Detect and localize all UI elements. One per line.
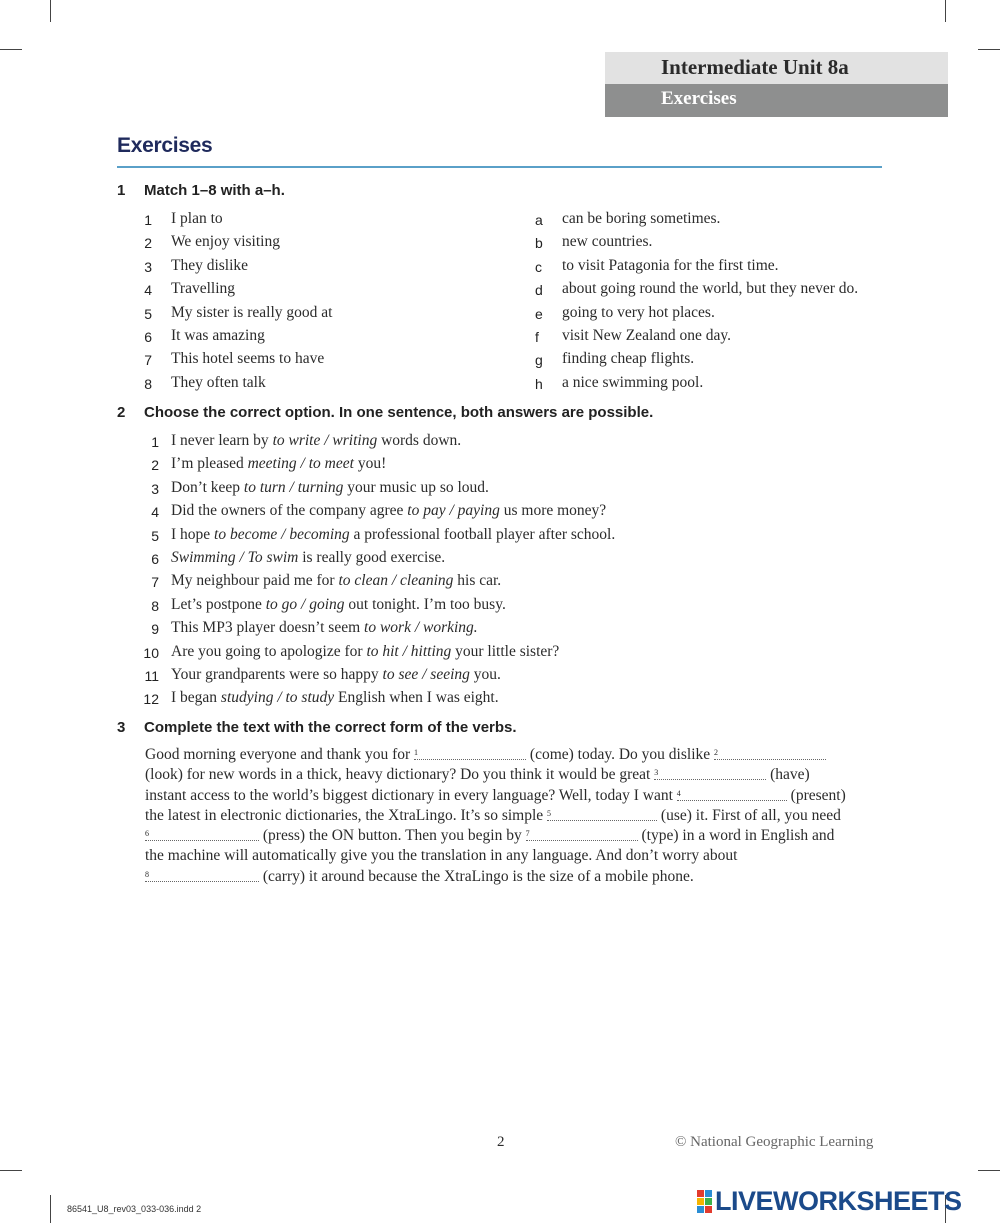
option-choices[interactable]: to see / seeing (382, 666, 470, 683)
text-segment: the latest in electronic dictionaries, the XtraLingo. It’s so simple (145, 806, 548, 824)
item-number: 9 (151, 621, 159, 638)
item-number: 8 (144, 376, 152, 392)
item-number: 1 (144, 212, 152, 228)
match-left-text: We enjoy visiting (171, 233, 280, 250)
blank-number: 2 (714, 748, 719, 757)
answer-blank-3[interactable] (654, 765, 766, 780)
file-slug: 86541_U8_rev03_033-036.indd 2 (67, 1204, 202, 1214)
blank-number: 1 (414, 748, 419, 757)
option-choices[interactable]: Swimming / To swim (171, 549, 299, 566)
answer-blank-1[interactable] (414, 745, 526, 760)
item-number: 6 (144, 329, 152, 345)
sentence-start: I’m pleased (171, 455, 248, 473)
match-left-text: This hotel seems to have (171, 350, 325, 367)
match-left-text: My sister is really good at (171, 304, 333, 321)
exercise-2-heading (117, 404, 653, 421)
text-segment: (carry) it around because the XtraLingo is the size of a mobile phone. (259, 867, 694, 885)
answer-blank-8[interactable] (145, 867, 259, 882)
sentence-end: your little sister? (451, 642, 560, 660)
exercise-number: 3 (117, 719, 126, 736)
match-right-text: going to very hot places. (562, 304, 715, 321)
text-segment: the machine will automatically give you the translation in any language. And don’t worry about (145, 847, 738, 865)
option-choices[interactable]: to hit / hitting (366, 642, 452, 660)
unit-header (605, 52, 948, 84)
blank-number: 3 (654, 768, 659, 778)
option-choices[interactable]: meeting / to meet (247, 455, 354, 473)
brand-name: LIVEWORKSHEETS (715, 1185, 962, 1216)
text-segment: (type) in a word in English and (637, 827, 835, 845)
option-choices[interactable]: studying / to study (220, 689, 335, 707)
sentence-start: Are you going to apologize for (171, 642, 367, 660)
crop-mark (978, 49, 1000, 50)
sentence-start: This MP3 player doesn’t seem (171, 619, 365, 637)
answer-blank-5[interactable] (547, 806, 657, 821)
match-left-text: Travelling (171, 280, 236, 297)
answer-blank-7[interactable] (526, 826, 638, 841)
text-segment: (use) it. First of all, you need (657, 806, 841, 824)
logo-icon (697, 1190, 712, 1213)
crop-mark (50, 1195, 51, 1223)
sentence-end: us more money? (499, 502, 607, 520)
crop-mark (978, 1170, 1000, 1171)
item-number: 1 (151, 434, 159, 450)
sentence-start: I began (171, 689, 221, 707)
item-number: 12 (143, 691, 159, 708)
sentence-end: you. (469, 666, 501, 683)
sentence-end: words down. (377, 432, 462, 449)
blank-number: 5 (547, 808, 552, 818)
sentence-start: Don’t keep (171, 478, 244, 496)
item-letter: b (535, 235, 543, 251)
exercise-number: 2 (117, 404, 126, 421)
text-segment: instant access to the world’s biggest dictionary in every language? Well, today I want (145, 786, 677, 804)
option-choices[interactable]: to work / working. (364, 619, 478, 637)
match-left-text: They often talk (171, 374, 266, 391)
item-letter: c (535, 259, 542, 275)
item-letter: a (535, 212, 543, 228)
item-number: 4 (151, 504, 159, 521)
match-right-text: about going round the world, but they never do. (562, 280, 859, 297)
blank-number: 6 (145, 829, 149, 839)
sentence-start: Your grandparents were so happy (171, 666, 383, 683)
item-letter: g (535, 352, 543, 368)
exercise-1-heading (117, 182, 285, 199)
match-left-text: They dislike (171, 257, 249, 274)
answer-blank-6[interactable] (145, 826, 259, 841)
text-segment: (present) (786, 786, 846, 804)
title-divider (117, 166, 882, 168)
option-choices[interactable]: to turn / turning (243, 478, 344, 496)
item-number: 7 (151, 574, 159, 591)
item-number: 5 (151, 527, 159, 544)
item-number: 2 (151, 457, 159, 474)
sentence-end: out tonight. I’m too busy. (344, 595, 506, 613)
sentence-start: My neighbour paid me for (171, 572, 339, 590)
text-segment: (come) today. Do you dislike (526, 746, 715, 763)
sentence-end: a professional football player after school. (349, 525, 616, 543)
match-left-text: It was amazing (171, 327, 265, 344)
option-choices[interactable]: to clean / cleaning (338, 572, 454, 590)
item-number: 5 (144, 306, 152, 322)
exercise-number: 1 (117, 182, 126, 199)
text-segment: (look) for new words in a thick, heavy dictionary? Do you think it would be great (145, 766, 655, 784)
text-segment: (have) (766, 766, 810, 784)
sentence-end: is really good exercise. (298, 549, 446, 566)
item-number: 7 (144, 352, 152, 368)
item-number: 3 (151, 480, 159, 497)
item-number: 4 (144, 282, 152, 298)
exercise-instruction: Choose the correct option. In one sentence, both answers are possible. (144, 404, 654, 421)
exercise-instruction: Complete the text with the correct form of the verbs. (144, 719, 517, 736)
answer-blank-4[interactable] (677, 786, 787, 801)
liveworksheets-logo[interactable] (697, 1186, 962, 1216)
item-number: 6 (151, 551, 159, 567)
sentence-start: I hope (171, 525, 215, 543)
blank-number: 4 (676, 788, 681, 798)
option-choices[interactable]: to become / becoming (214, 525, 350, 543)
exercise-3-text (145, 745, 885, 887)
item-number: 10 (143, 644, 159, 661)
sentence-start: I never learn by (171, 432, 273, 449)
match-left-text: I plan to (171, 210, 223, 227)
text-segment: Good morning everyone and thank you for (145, 746, 415, 763)
section-header (605, 84, 948, 117)
text-segment: (press) the ON button. Then you begin by (259, 827, 526, 845)
match-right-text: new countries. (562, 233, 653, 250)
match-right-text: visit New Zealand one day. (562, 327, 732, 344)
page-title: Exercises (117, 134, 213, 157)
sentence-start: Did the owners of the company agree (171, 502, 408, 520)
item-letter: f (535, 329, 539, 345)
item-number: 3 (144, 259, 152, 275)
crop-mark (0, 49, 22, 50)
item-number: 8 (151, 597, 159, 614)
match-right-text: finding cheap flights. (562, 350, 695, 367)
item-letter: h (535, 376, 543, 392)
blank-number: 8 (145, 869, 149, 879)
exercise-instruction: Match 1–8 with a–h. (144, 182, 285, 199)
option-choices[interactable]: to write / writing (272, 432, 378, 449)
item-number: 2 (144, 235, 152, 251)
crop-mark (945, 0, 946, 22)
option-choices[interactable]: to pay / paying (407, 502, 500, 520)
answer-blank-2[interactable] (714, 745, 826, 760)
match-right-text: can be boring sometimes. (562, 210, 721, 227)
unit-title: Intermediate Unit 8a (661, 55, 849, 79)
copyright: © National Geographic Learning (675, 1134, 874, 1150)
item-letter: e (535, 306, 543, 322)
option-choices[interactable]: to go / going (265, 595, 345, 613)
sentence-end: his car. (453, 572, 502, 590)
sentence-end: English when I was eight. (334, 689, 499, 707)
crop-mark (0, 1170, 22, 1171)
item-letter: d (535, 282, 543, 298)
match-right-text: to visit Patagonia for the first time. (562, 257, 779, 274)
item-number: 11 (144, 668, 159, 684)
match-right-text: a nice swimming pool. (562, 374, 704, 391)
page-number: 2 (497, 1134, 505, 1150)
sentence-end: you! (353, 455, 387, 473)
exercise-3-heading (117, 719, 517, 736)
section-label: Exercises (661, 88, 737, 109)
sentence-end: your music up so loud. (343, 478, 489, 496)
sentence-start: Let’s postpone (171, 595, 266, 613)
blank-number: 7 (525, 829, 530, 839)
crop-mark (50, 0, 51, 22)
